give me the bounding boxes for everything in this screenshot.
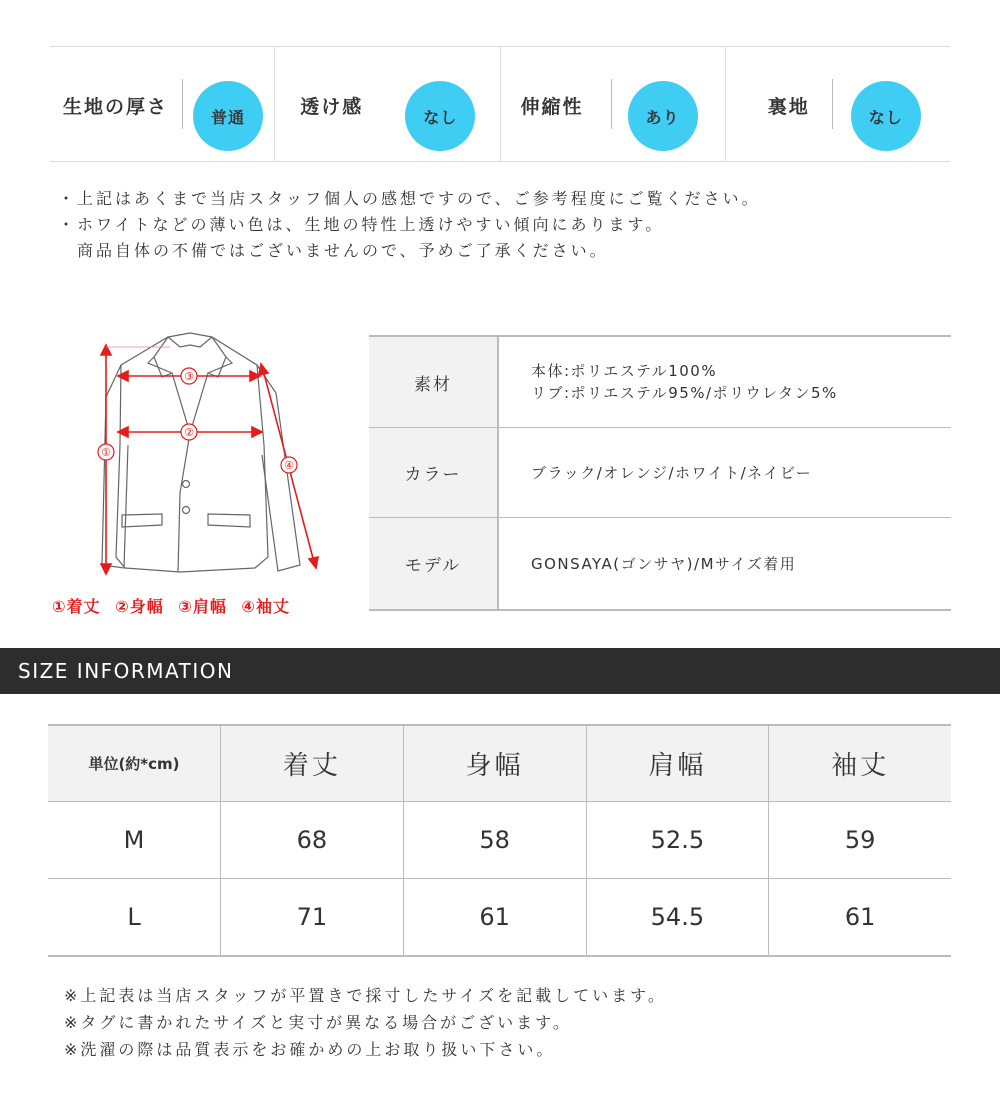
fabric-lining [725,47,950,161]
legend-item: ③肩幅 [178,597,227,616]
spec-value [499,337,951,427]
prop-badge: なし [405,81,475,151]
fabric-stretch [500,47,725,161]
prop-badge: 普通 [193,81,263,151]
table-cell: 71 [220,879,403,955]
jacket-measurement-illustration [50,325,340,625]
spec-value [499,518,951,609]
note-line: ・上記はあくまで当店スタッフ個人の感想ですので、ご参考程度にご覧ください。 [58,189,761,208]
measurement-legend [52,594,298,617]
spec-line: 本体:ポリエステル100% [531,362,718,380]
size-table [48,724,951,957]
arrow-head [252,427,262,437]
legend-item: ①着丈 [52,597,101,616]
size-label: L [127,903,141,931]
table-row [48,879,951,957]
note-line: ・ホワイトなどの薄い色は、生地の特性上透けやすい傾向にあります。 [58,215,665,234]
fabric-notes [58,186,761,264]
table-cell: 58 [403,802,586,878]
legend-item: ②身幅 [115,597,164,616]
unit-header: 単位(約*cm) [48,726,220,801]
column-header: 袖丈 [768,726,951,801]
prop-divider [611,79,612,129]
arrow-head [118,371,128,381]
note-line: ※上記表は当店スタッフが平置きで採寸したサイズを記載しています。 [64,986,667,1005]
spec-line: GONSAYA(ゴンサヤ)/Mサイズ着用 [531,554,797,573]
arrow-head [309,557,318,568]
jacket-outline [102,333,300,572]
column-header: 肩幅 [586,726,769,801]
prop-label: 裏地 [767,96,810,118]
size-information-header: SIZE INFORMATION [0,648,1000,694]
prop-label: 透け感 [300,96,364,118]
prop-divider [832,79,833,129]
arrow-head [101,345,111,355]
fabric-thickness [50,47,274,161]
spec-value [499,428,951,517]
arrow-head [259,364,268,375]
spec-table [369,335,951,611]
marker-2: ② [184,426,194,439]
note-line: ※タグに書かれたサイズと実寸が異なる場合がございます。 [64,1013,572,1032]
spec-label: モデル [369,518,499,609]
arrow-head [118,427,128,437]
table-cell: 54.5 [586,879,769,955]
marker-4: ④ [284,459,294,472]
table-cell: 61 [403,879,586,955]
note-line: 商品自体の不備ではございませんので、予めご了承ください。 [58,241,609,260]
note-line: ※洗濯の際は品質表示をお確かめの上お取り扱い下さい。 [64,1040,556,1059]
arrow-head [101,564,111,574]
marker-1: ① [101,446,111,459]
spec-line: リブ:ポリエステル95%/ポリウレタン5% [531,384,838,402]
table-cell: 52.5 [586,802,769,878]
marker-3: ③ [184,370,194,383]
prop-badge: あり [628,81,698,151]
spec-row-model [369,518,951,611]
table-cell: 59 [768,802,951,878]
table-cell: 61 [768,879,951,955]
spec-line: ブラック/オレンジ/ホワイト/ネイビー [531,463,813,482]
spec-row-material [369,337,951,428]
prop-divider [182,79,183,129]
spec-label: カラー [369,428,499,517]
fabric-transparency [274,47,499,161]
prop-badge: なし [851,81,921,151]
table-cell: 68 [220,802,403,878]
prop-label: 伸縮性 [520,96,584,118]
legend-item: ④袖丈 [241,597,290,616]
prop-label: 生地の厚さ [63,96,169,118]
table-row [48,802,951,879]
size-notes [64,982,667,1063]
size-label: M [123,826,145,854]
spec-label: 素材 [369,337,499,427]
fabric-properties [50,46,950,162]
spec-row-color [369,428,951,518]
column-header: 身幅 [403,726,586,801]
size-table-header [48,726,951,802]
column-header: 着丈 [220,726,403,801]
